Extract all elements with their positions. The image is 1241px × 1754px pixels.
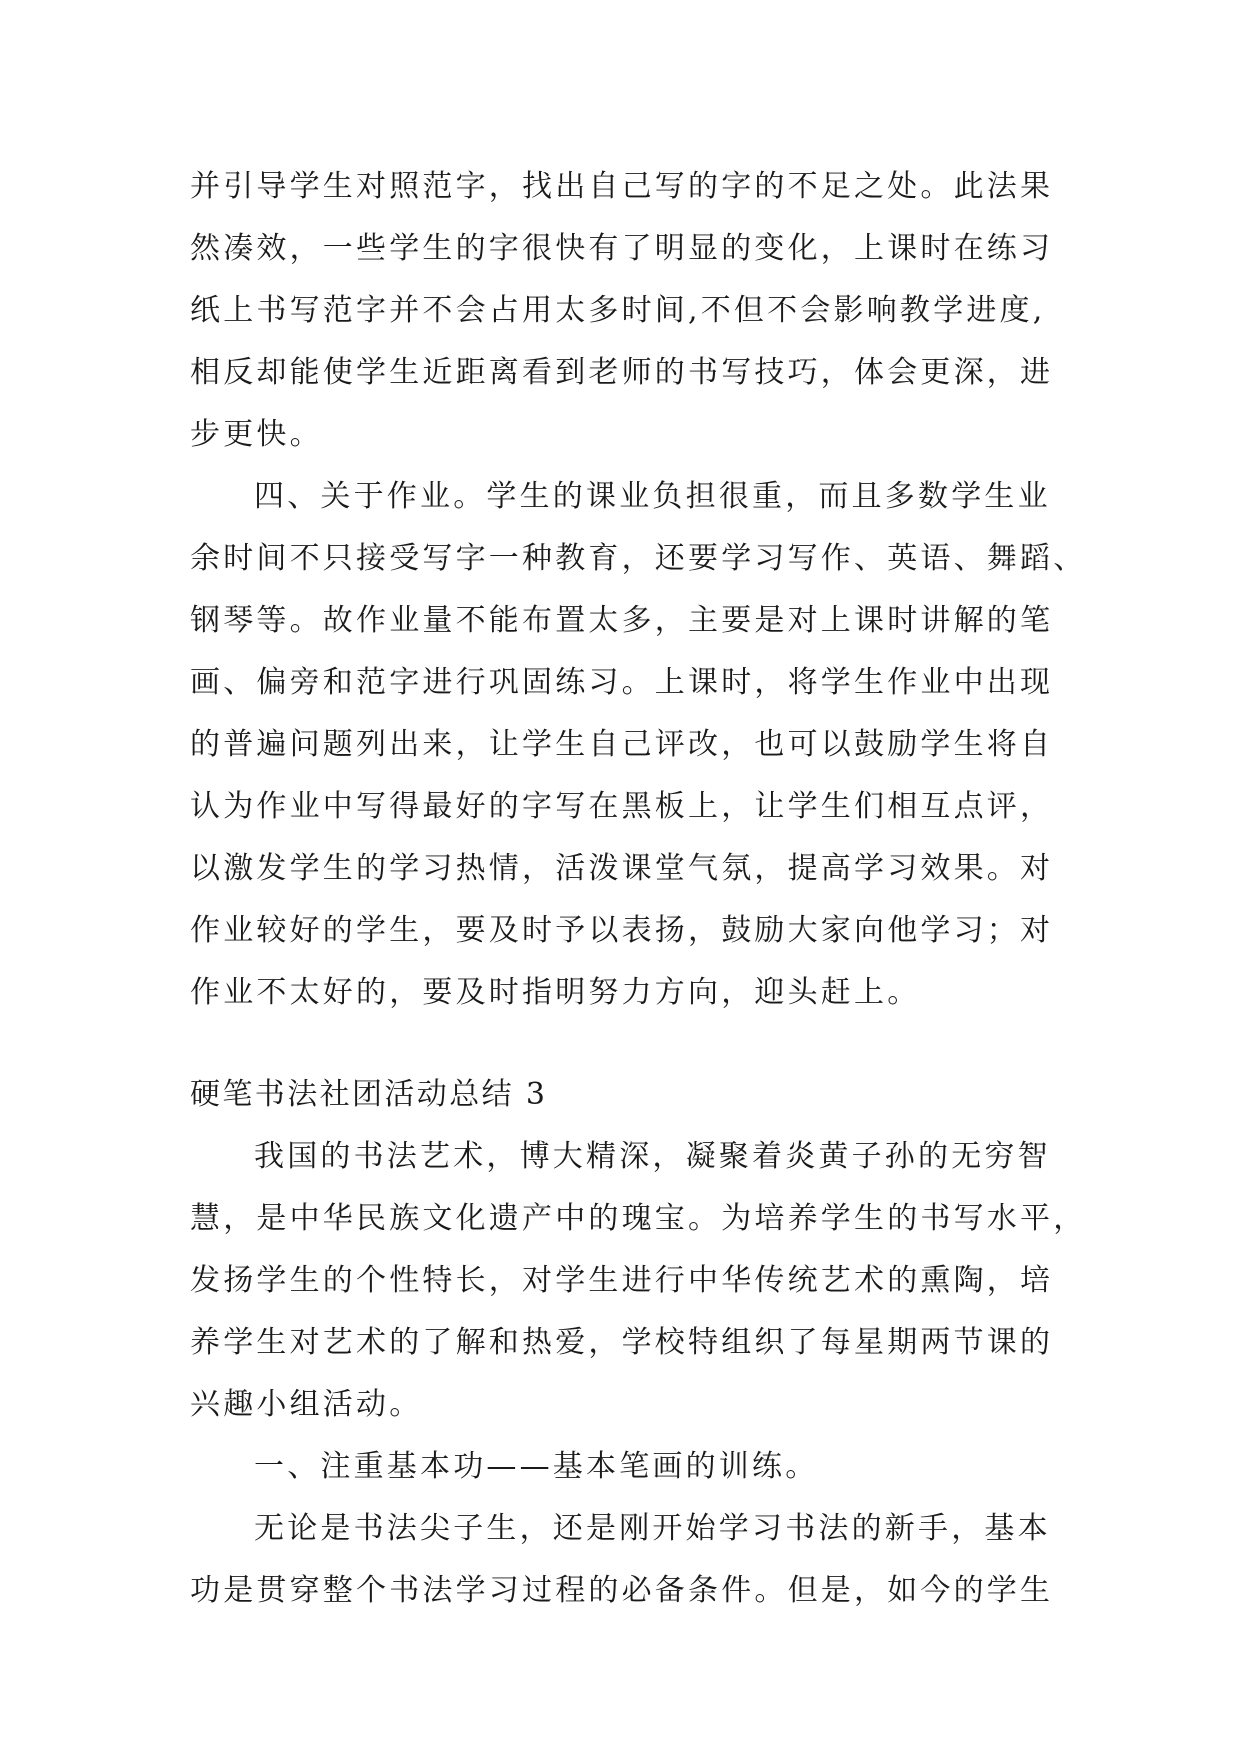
text-line: 兴趣小组活动。 — [190, 1387, 423, 1422]
paragraph-start-line: 一、注重基本功——基本笔画的训练。 — [254, 1449, 819, 1484]
text-line: 慧，是中华民族文化遗产中的瑰宝。为培养学生的书写水平， — [190, 1201, 1087, 1236]
text-line: 余时间不只接受写字一种教育，还要学习写作、英语、舞蹈、 — [190, 541, 1087, 576]
paragraph-start-line: 无论是书法尖子生，还是刚开始学习书法的新手，基本 — [254, 1511, 1051, 1546]
text-line: 养学生对艺术的了解和热爱，学校特组织了每星期两节课的 — [190, 1325, 1054, 1360]
section-heading: 硬笔书法社团活动总结 3 — [190, 1077, 548, 1112]
text-line: 认为作业中写得最好的字写在黑板上，让学生们相互点评， — [190, 789, 1054, 824]
text-line: 作业较好的学生，要及时予以表扬，鼓励大家向他学习；对 — [190, 913, 1054, 948]
text-line: 发扬学生的个性特长，对学生进行中华传统艺术的熏陶，培 — [190, 1263, 1054, 1298]
text-line: 画、偏旁和范字进行巩固练习。上课时，将学生作业中出现 — [190, 665, 1054, 700]
text-line: 作业不太好的，要及时指明努力方向，迎头赶上。 — [190, 975, 921, 1010]
text-line: 以激发学生的学习热情，活泼课堂气氛，提高学习效果。对 — [190, 851, 1054, 886]
text-line: 钢琴等。故作业量不能布置太多，主要是对上课时讲解的笔 — [190, 603, 1054, 638]
paragraph-start-line: 四、关于作业。学生的课业负担很重，而且多数学生业 — [254, 479, 1051, 514]
text-line: 纸上书写范字并不会占用太多时间,不但不会影响教学进度, — [190, 293, 1046, 328]
paragraph-start-line: 我国的书法艺术，博大精深，凝聚着炎黄子孙的无穷智 — [254, 1139, 1051, 1174]
text-line: 步更快。 — [190, 417, 323, 452]
text-line: 然凑效，一些学生的字很快有了明显的变化，上课时在练习 — [190, 231, 1054, 266]
text-line: 的普遍问题列出来，让学生自己评改，也可以鼓励学生将自 — [190, 727, 1054, 762]
text-line: 相反却能使学生近距离看到老师的书写技巧，体会更深，进 — [190, 355, 1054, 390]
text-line: 功是贯穿整个书法学习过程的必备条件。但是，如今的学生 — [190, 1573, 1054, 1608]
text-line: 并引导学生对照范字，找出自己写的字的不足之处。此法果 — [190, 169, 1054, 204]
